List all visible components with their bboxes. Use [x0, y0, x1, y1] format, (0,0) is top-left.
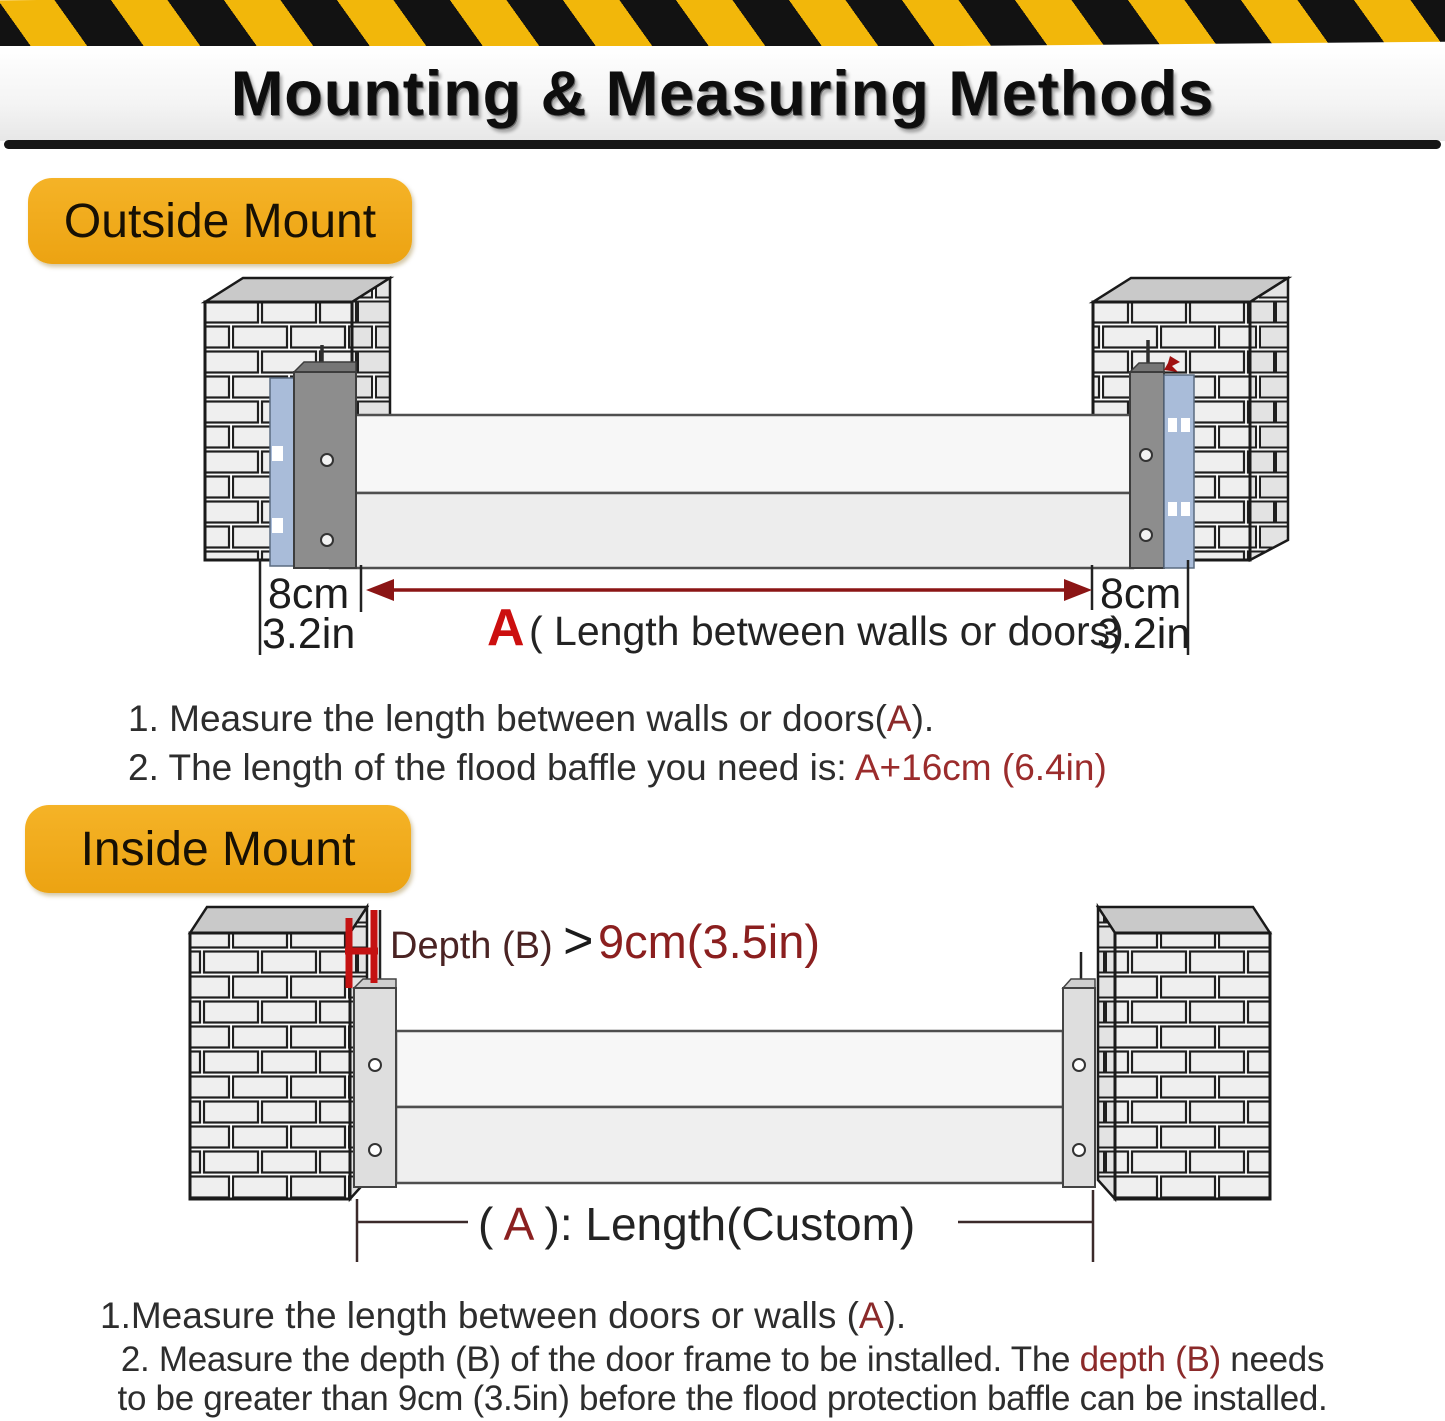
length-arrow — [366, 579, 1092, 601]
outside-steps — [128, 694, 1107, 792]
outside-mount-badge: Outside Mount — [28, 178, 412, 264]
flood-barrier-boards — [396, 1031, 1063, 1183]
inside-step-1: 1.Measure the length between doors or walls (A). — [100, 1295, 907, 1336]
outside-right-cm-label: 8cm — [1100, 570, 1182, 618]
page-title: Mounting & Measuring Methods — [230, 58, 1215, 129]
inside-length-label: ( A ): Length(Custom) — [478, 1198, 916, 1250]
outside-step-2: 2. The length of the flood baffle you need is: A+16cm (6.4in) — [128, 747, 1107, 788]
inside-mount-diagram — [0, 895, 1445, 1295]
header-divider-bar — [4, 140, 1441, 149]
inside-step-2-line-1: 2. Measure the depth (B) of the door frame to be installed. The depth (B) needs — [120, 1340, 1325, 1379]
inside-right-bracket — [1063, 952, 1095, 1187]
outside-mount-diagram — [0, 265, 1445, 665]
inside-right-pillar — [1098, 907, 1270, 1199]
title-band — [0, 46, 1445, 141]
inside-step-2 — [0, 1340, 1445, 1418]
flood-barrier-boards — [330, 415, 1133, 568]
outside-step-1: 1. Measure the length between walls or doors(A). — [128, 698, 935, 739]
depth-label: Depth (B) > 9cm(3.5in) — [390, 912, 821, 970]
inside-mount-badge: Inside Mount — [25, 805, 411, 893]
outside-right-inch-label: 3.2in — [1097, 610, 1191, 658]
outside-left-bracket — [270, 345, 356, 568]
outside-left-inch-label: 3.2in — [262, 610, 356, 658]
outside-left-cm-label: 8cm — [268, 570, 350, 618]
inside-step-2-line-2: to be greater than 9cm (3.5in) before the flood protection baffle can be installed. — [117, 1379, 1328, 1418]
outside-span-label: A ( Length between walls or doors) — [487, 599, 1124, 657]
inside-left-pillar — [190, 907, 367, 1199]
